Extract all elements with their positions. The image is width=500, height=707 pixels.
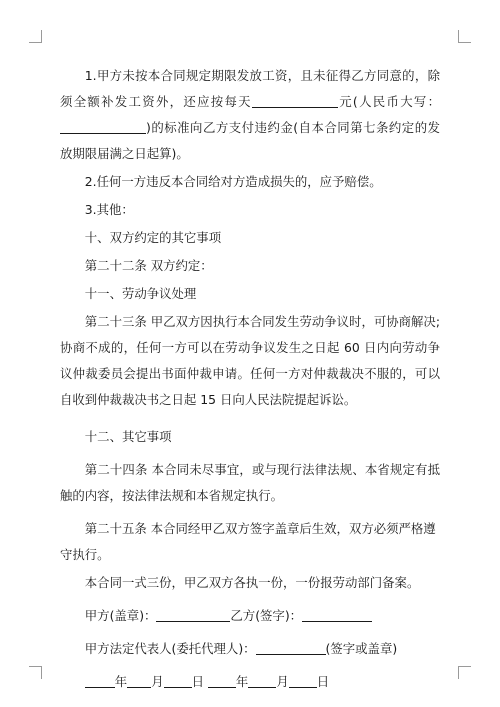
party-b-label: 乙方(签字)：: [230, 608, 303, 623]
date-a-month-blank[interactable]: [127, 673, 151, 688]
article-23: 第二十三条 甲乙双方因执行本合同发生劳动争议时，可协商解决;协商不成的，任何一方可以在劳动争议发生之日起 60 日内向劳动争议仲裁委员会提出书面仲裁申请。任何一方对仲裁裁决不服的，可以自收到仲裁裁决书之日起 15 日向人民法院提起诉讼。: [60, 314, 440, 407]
article-24: 第二十四条 本合同未尽事宜，或与现行法律法规、本省规定有抵触的内容，按法律法规和本省规定执行。: [60, 462, 440, 503]
section-12-heading: 十二、其它事项: [84, 429, 172, 444]
date-b-day-blank[interactable]: [289, 673, 317, 688]
party-b-signature-blank[interactable]: [302, 607, 372, 622]
liability-clause-2: 2.任何一方违反本合同给对方造成损失的，应予赔偿。: [84, 174, 382, 189]
signature-line-representative: [60, 636, 440, 662]
party-a-seal-blank[interactable]: [156, 607, 230, 622]
year-label: 年: [235, 674, 249, 689]
page-corner-mark-bottom-right: [458, 666, 471, 679]
section-11-heading: 十一、劳动争议处理: [84, 286, 197, 301]
date-b-year-blank[interactable]: [208, 673, 236, 688]
amount-in-words-blank[interactable]: [60, 119, 146, 134]
liability-clause-1: [60, 63, 440, 167]
article-25: 第二十五条 本合同经甲乙双方签字盖章后生效，双方必须严格遵守执行。: [60, 521, 436, 562]
month-label: 月: [151, 674, 164, 689]
representative-label: 甲方法定代表人(委托代理人)：: [84, 641, 256, 656]
document-page: [60, 63, 440, 695]
copies-note: 本合同一式三份，甲乙双方各执一份，一份报劳动部门备案。: [84, 575, 420, 590]
year-label: 年: [114, 674, 128, 689]
day-label: 日: [316, 674, 330, 689]
page-corner-mark-top-right: [458, 30, 471, 43]
month-label: 月: [276, 674, 289, 689]
date-b-month-blank[interactable]: [248, 673, 276, 688]
page-corner-mark-bottom-left: [29, 666, 42, 679]
date-a-year-blank[interactable]: [85, 673, 115, 688]
section-10-heading: 十、双方约定的其它事项: [84, 230, 222, 245]
representative-signature-blank[interactable]: [256, 640, 326, 655]
clause-text: 元(人民币大写：: [337, 94, 441, 109]
representative-suffix: (签字或盖章): [325, 641, 398, 656]
signature-line-parties: [60, 603, 440, 629]
date-a-day-blank[interactable]: [164, 673, 192, 688]
clause-text: 1.甲方未按本合同规定期限发放工资，且未征得乙方同意的，除须全额补发工资外，还应按每天: [60, 68, 440, 109]
date-line: [60, 669, 440, 695]
article-22: 第二十二条 双方约定：: [84, 258, 213, 273]
daily-amount-blank[interactable]: [252, 93, 338, 108]
liability-clause-3: 3.其他：: [84, 202, 134, 217]
page-corner-mark-top-left: [29, 30, 42, 43]
day-label: 日: [191, 674, 204, 689]
party-a-label: 甲方(盖章)：: [84, 608, 157, 623]
clause-text: )的标准向乙方支付违约金(自本合同第七条约定的发放期限届满之日起算)。: [60, 120, 440, 161]
